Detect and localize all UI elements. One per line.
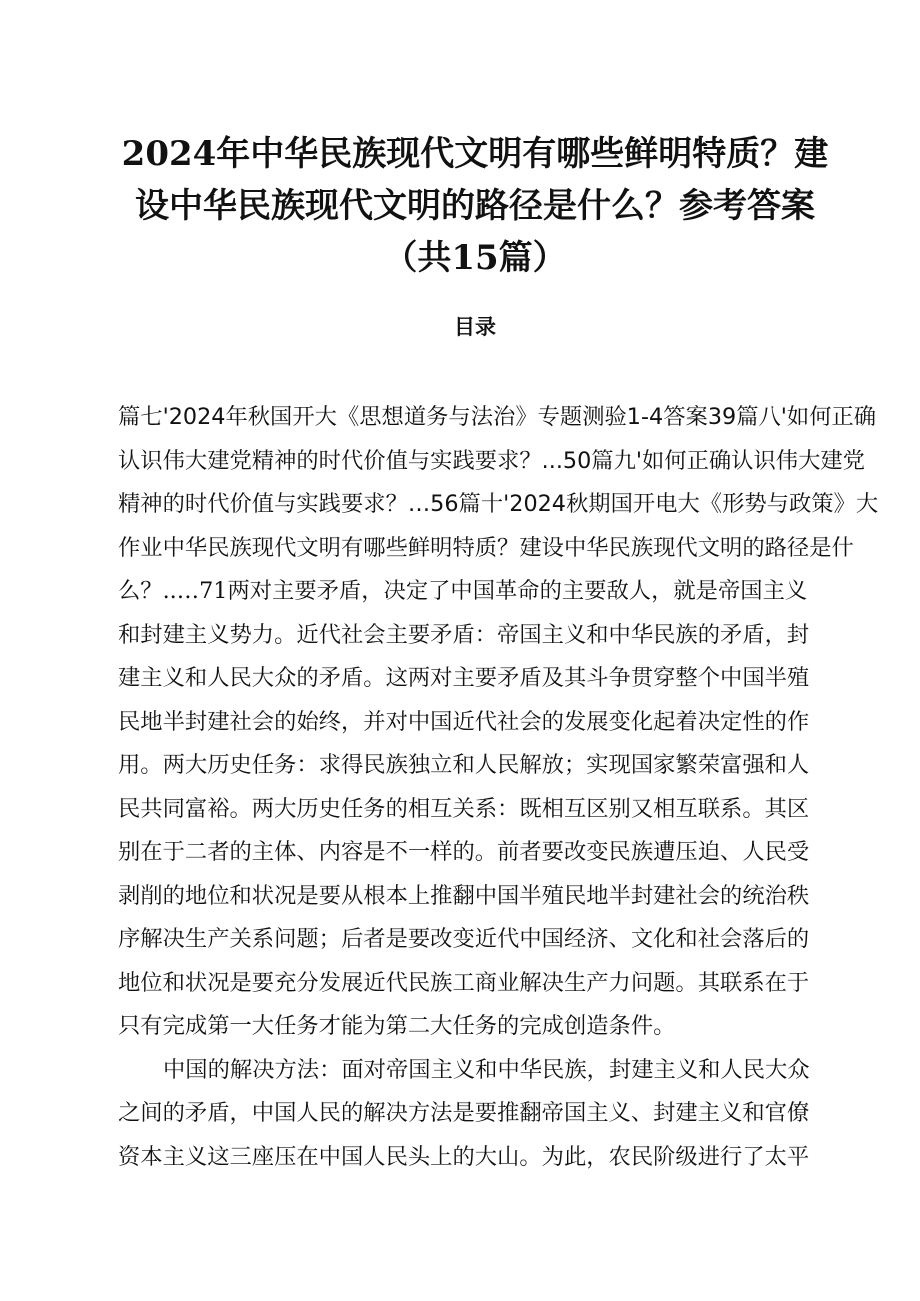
body-line: 用。两大历史任务：求得民族独立和人民解放；实现国家繁荣富强和人 (118, 752, 810, 778)
body-line: 之间的矛盾，中国人民的解决方法是要推翻帝国主义、封建主义和官僚 (118, 1100, 810, 1126)
body-line: 地位和状况是要充分发展近代民族工商业解决生产力问题。其联系在于 (118, 969, 810, 996)
toc-line: 篇七'2024年秋国开大《思想道务与法治》专题测验1-4答案39篇八'如何正确 (118, 404, 877, 430)
body-line: 和封建主义势力。近代社会主要矛盾：帝国主义和中华民族的矛盾，封 (118, 621, 810, 648)
body-line: 资本主义这三座压在中国人民头上的大山。为此，农民阶级进行了太平 (118, 1143, 810, 1170)
title-line: 设中华民族现代文明的路径是什么？参考答案 (135, 186, 815, 226)
body-line: 么？..…71两对主要矛盾，决定了中国革命的主要敌人，就是帝国主义 (118, 578, 808, 604)
paragraph-first-line: 中国的解决方法：面对帝国主义和中华民族，封建主义和人民大众 (163, 1056, 810, 1083)
title-line: （共15篇） (383, 238, 567, 278)
body-line: 序解决生产关系问题；后者是要改变近代中国经济、文化和社会落后的 (118, 926, 810, 952)
toc-line: 认识伟大建党精神的时代价值与实践要求？...50篇九'如何正确认识伟大建党 (118, 447, 865, 474)
toc-line: 精神的时代价值与实践要求？…56篇十'2024秋期国开电大《形势与政策》大 (118, 491, 879, 517)
toc-heading: 目录 (454, 315, 496, 339)
document-body (118, 396, 879, 1179)
toc-line: 作业中华民族现代文明有哪些鲜明特质？建设中华民族现代文明的路径是什 (118, 534, 854, 561)
body-line: 只有完成第一大任务才能为第二大任务的完成创造条件。 (118, 1013, 676, 1039)
title-line: 2024年中华民族现代文明有哪些鲜明特质？建 (121, 134, 829, 174)
body-line: 民地半封建社会的始终，并对中国近代社会的发展变化起着决定性的作 (118, 708, 810, 735)
document-title (110, 128, 840, 284)
body-line: 建主义和人民大众的矛盾。这两对主要矛盾及其斗争贯穿整个中国半殖 (118, 665, 810, 691)
body-line: 别在于二者的主体、内容是不一样的。前者要改变民族遭压迫、人民受 (118, 839, 810, 865)
body-line: 民共同富裕。两大历史任务的相互关系：既相互区别又相互联系。其区 (118, 795, 810, 822)
body-line: 剥削的地位和状况是要从根本上推翻中国半殖民地半封建社会的统治秩 (118, 882, 810, 909)
